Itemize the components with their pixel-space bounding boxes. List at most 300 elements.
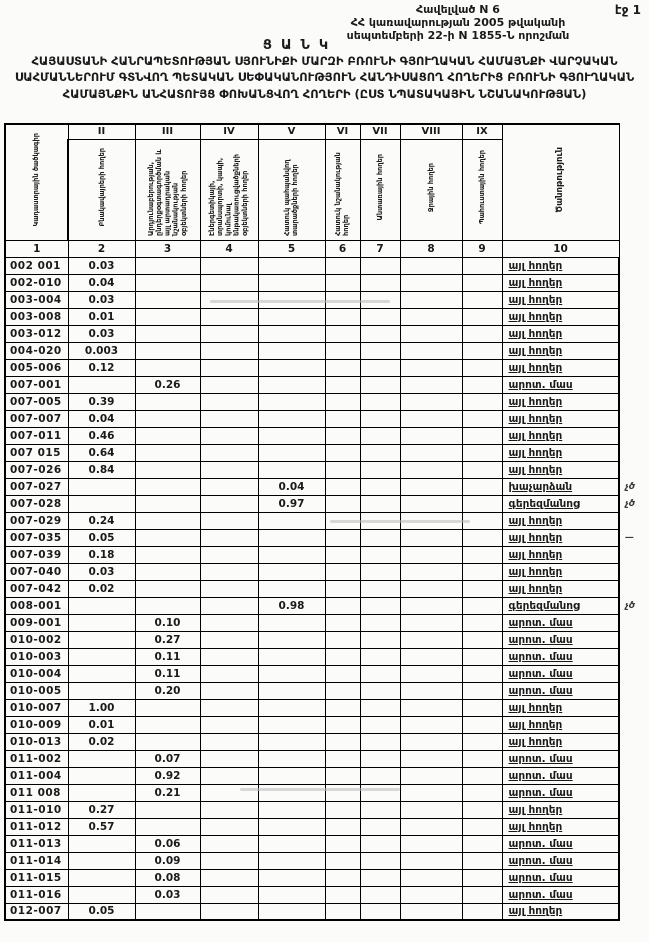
area-value	[462, 699, 502, 716]
area-value	[360, 359, 400, 376]
area-value	[462, 784, 502, 801]
area-value	[68, 835, 135, 852]
area-value	[400, 631, 462, 648]
cadastral-code: 011-015	[5, 869, 68, 886]
designation-note: արոտ. մաս	[502, 784, 619, 801]
cadastral-code: 007-005	[5, 393, 68, 410]
area-value	[135, 325, 200, 342]
designation-note: այլ հողեր	[502, 733, 619, 750]
designation-note: այլ հողեր	[502, 546, 619, 563]
table-row	[5, 648, 649, 665]
area-value: 0.12	[68, 359, 135, 376]
area-value	[325, 461, 360, 478]
land-transfer-table	[4, 123, 649, 921]
area-value	[68, 682, 135, 699]
cadastral-code: 011-012	[5, 818, 68, 835]
area-value	[258, 444, 325, 461]
area-value	[135, 546, 200, 563]
cadastral-code: 007-039	[5, 546, 68, 563]
area-value	[325, 869, 360, 886]
table-row	[5, 869, 649, 886]
header-water-lands-label: Ջրային հողեր	[426, 162, 435, 213]
designation-note: այլ հողեր	[502, 461, 619, 478]
area-value	[68, 784, 135, 801]
area-value	[462, 291, 502, 308]
area-value	[360, 767, 400, 784]
area-value: 0.05	[68, 529, 135, 546]
margin-annotation	[619, 716, 649, 733]
designation-note: այլ հողեր	[502, 325, 619, 342]
area-value	[135, 274, 200, 291]
cadastral-code: 008-001	[5, 597, 68, 614]
designation-note: այլ հողեր	[502, 818, 619, 835]
area-value: 0.05	[68, 903, 135, 920]
table-row	[5, 444, 649, 461]
area-value	[325, 733, 360, 750]
designation-note: այլ հողեր	[502, 444, 619, 461]
table-row	[5, 682, 649, 699]
table-header	[5, 124, 649, 257]
area-value	[68, 869, 135, 886]
area-value	[200, 580, 258, 597]
area-value	[462, 835, 502, 852]
column-number: 7	[360, 240, 400, 257]
area-value	[258, 665, 325, 682]
area-value	[325, 631, 360, 648]
area-value	[462, 818, 502, 835]
area-value	[462, 614, 502, 631]
area-value	[400, 580, 462, 597]
area-value	[200, 308, 258, 325]
designation-note: արոտ. մաս	[502, 886, 619, 903]
area-value	[360, 903, 400, 920]
area-value: 0.03	[68, 325, 135, 342]
area-value: 0.03	[68, 563, 135, 580]
designation-note: արոտ. մաս	[502, 631, 619, 648]
header-water-lands	[400, 139, 462, 240]
area-value	[325, 393, 360, 410]
margin-annotation	[619, 869, 649, 886]
area-value	[360, 478, 400, 495]
area-value	[400, 308, 462, 325]
area-value: 0.26	[135, 376, 200, 393]
area-value: 0.10	[135, 614, 200, 631]
margin-annotation: չծ	[625, 600, 636, 611]
area-value	[360, 257, 400, 274]
area-value: 0.01	[68, 308, 135, 325]
cadastral-code: 002-010	[5, 274, 68, 291]
area-value	[200, 427, 258, 444]
header-note	[502, 124, 619, 240]
area-value	[360, 648, 400, 665]
designation-note: արոտ. մաս	[502, 835, 619, 852]
area-value	[462, 648, 502, 665]
area-value	[400, 699, 462, 716]
table-row	[5, 580, 649, 597]
area-value	[462, 342, 502, 359]
area-value	[258, 410, 325, 427]
area-value	[200, 478, 258, 495]
area-value	[325, 563, 360, 580]
column-number: 1	[5, 240, 68, 257]
area-value	[135, 495, 200, 512]
table-row	[5, 461, 649, 478]
area-value	[258, 359, 325, 376]
table-row	[5, 801, 649, 818]
margin-annotation	[619, 767, 649, 784]
table-row	[5, 359, 649, 376]
area-value	[200, 767, 258, 784]
area-value	[325, 342, 360, 359]
margin-annotation	[619, 580, 649, 597]
area-value	[258, 614, 325, 631]
area-value	[68, 648, 135, 665]
area-value	[462, 427, 502, 444]
designation-note: այլ հողեր	[502, 563, 619, 580]
area-value	[325, 580, 360, 597]
area-value: 0.02	[68, 733, 135, 750]
area-value	[325, 325, 360, 342]
area-value	[135, 257, 200, 274]
roman-numeral-iii: III	[135, 124, 200, 139]
margin-annotation	[619, 274, 649, 291]
area-value	[200, 512, 258, 529]
area-value	[68, 614, 135, 631]
area-value	[135, 716, 200, 733]
area-value	[200, 359, 258, 376]
column-number: 2	[68, 240, 135, 257]
area-value	[360, 869, 400, 886]
cadastral-code: 004-020	[5, 342, 68, 359]
area-value	[258, 427, 325, 444]
area-value	[325, 444, 360, 461]
area-value	[200, 665, 258, 682]
area-value: 0.04	[258, 478, 325, 495]
area-value	[360, 784, 400, 801]
designation-note: արոտ. մաս	[502, 852, 619, 869]
cadastral-code: 011-004	[5, 767, 68, 784]
area-value	[68, 886, 135, 903]
area-value	[258, 733, 325, 750]
area-value	[400, 342, 462, 359]
area-value	[258, 512, 325, 529]
area-value	[400, 563, 462, 580]
header-note-label: Ծանոթություն	[555, 147, 566, 214]
designation-note: արոտ. մաս	[502, 648, 619, 665]
margin-annotation	[619, 376, 649, 393]
margin-annotation	[619, 257, 649, 274]
area-value	[360, 886, 400, 903]
cadastral-code: 011 008	[5, 784, 68, 801]
area-value	[462, 869, 502, 886]
area-value	[258, 886, 325, 903]
header-protected-area-lands-label: Հատուկ պահպանվող տարածքների հողեր	[283, 158, 300, 236]
area-value	[135, 903, 200, 920]
margin-annotation	[619, 682, 649, 699]
roman-numeral-viii: VIII	[400, 124, 462, 139]
margin-annotation	[619, 444, 649, 461]
area-value	[325, 648, 360, 665]
cadastral-code: 003-004	[5, 291, 68, 308]
cadastral-code: 007 015	[5, 444, 68, 461]
area-value	[325, 682, 360, 699]
area-value	[200, 257, 258, 274]
page-number: էջ 1	[614, 3, 641, 17]
area-value: 0.11	[135, 665, 200, 682]
cadastral-code: 003-008	[5, 308, 68, 325]
area-value	[68, 852, 135, 869]
area-value	[200, 393, 258, 410]
header-special-purpose-lands	[325, 139, 360, 240]
margin-annotation: չծ	[625, 481, 636, 492]
margin-annotation	[619, 835, 649, 852]
cadastral-code: 007-042	[5, 580, 68, 597]
table-row	[5, 427, 649, 444]
area-value	[200, 750, 258, 767]
designation-note: այլ հողեր	[502, 512, 619, 529]
table-row	[5, 308, 649, 325]
area-value	[400, 886, 462, 903]
margin-annotation	[619, 512, 649, 529]
area-value	[200, 546, 258, 563]
area-value	[200, 903, 258, 920]
column-number: 9	[462, 240, 502, 257]
header-settlement-lands	[68, 139, 135, 240]
margin-annotation	[619, 750, 649, 767]
area-value	[400, 818, 462, 835]
area-value	[400, 784, 462, 801]
area-value	[462, 852, 502, 869]
scan-artifact	[210, 300, 390, 303]
area-value	[135, 461, 200, 478]
margin-annotation	[619, 699, 649, 716]
cadastral-code: 011-014	[5, 852, 68, 869]
document-subtitle: ՀԱՅԱՍՏԱՆԻ ՀԱՆՐԱՊԵՏՈՒԹՅԱՆ ՍՅՈՒՆԻՔԻ ՄԱՐԶԻ ԲՌՈՒՆԻ ԳՅՈՒՂԱԿԱՆ ՀԱՄԱՅՆՔԻ ՎԱՐՉԱԿԱՆ ՍԱՀՄԱՆՆԵՐՈՒՄ ԳՏՆՎՈՂ ՊԵՏԱԿԱՆ ՍԵՓԱԿԱՆՈՒԹՅՈՒՆ ՀԱՆԴԻՍԱՑՈՂ ՀՈՂԵՐԻՑ ԲՌՈՒՆԻ ԳՅՈՒՂԱԿԱՆ ՀԱՄԱՅՆՔԻՆ ԱՆՀԱՏՈՒՅՑ ՓՈԽԱՆՑՎՈՂ ՀՈՂԵՐԻ (ԸՍՏ ՆՊԱՏԱԿԱՅԻՆ ՆՇԱՆԱԿՈՒԹՅԱՆ)	[14, 54, 635, 101]
table-row	[5, 886, 649, 903]
table-row	[5, 852, 649, 869]
area-value: 1.00	[68, 699, 135, 716]
margin-annotation	[619, 308, 649, 325]
area-value	[360, 801, 400, 818]
table-row	[5, 393, 649, 410]
area-value	[325, 597, 360, 614]
area-value	[400, 325, 462, 342]
area-value: 0.03	[135, 886, 200, 903]
margin-annotation	[619, 903, 649, 920]
header-settlement-lands-label: Բնակավայրերի հողեր	[97, 148, 106, 227]
area-value	[200, 733, 258, 750]
area-value	[135, 427, 200, 444]
area-value: 0.24	[68, 512, 135, 529]
cadastral-code: 010-003	[5, 648, 68, 665]
area-value	[325, 903, 360, 920]
area-value	[400, 648, 462, 665]
area-value	[462, 886, 502, 903]
area-value	[200, 342, 258, 359]
area-value	[325, 835, 360, 852]
cadastral-code: 002 001	[5, 257, 68, 274]
margin-annotation	[619, 325, 649, 342]
area-value	[360, 529, 400, 546]
margin-annotation	[619, 818, 649, 835]
area-value	[400, 869, 462, 886]
area-value	[462, 750, 502, 767]
area-value	[68, 750, 135, 767]
area-value: 0.64	[68, 444, 135, 461]
header-energy-transport-lands	[200, 139, 258, 240]
area-value	[68, 495, 135, 512]
area-value: 0.27	[68, 801, 135, 818]
area-value	[200, 495, 258, 512]
area-value	[400, 852, 462, 869]
appendix-line-1: Հավելված N 6	[416, 3, 500, 16]
area-value	[200, 410, 258, 427]
table-row	[5, 750, 649, 767]
area-value	[135, 444, 200, 461]
area-value	[462, 546, 502, 563]
area-value	[200, 274, 258, 291]
area-value: 0.03	[68, 291, 135, 308]
area-value: 0.02	[68, 580, 135, 597]
table-row	[5, 767, 649, 784]
table-row	[5, 665, 649, 682]
area-value	[360, 733, 400, 750]
table-row	[5, 342, 649, 359]
area-value	[258, 648, 325, 665]
roman-numeral-v: V	[258, 124, 325, 139]
margin-annotation	[619, 733, 649, 750]
area-value	[258, 903, 325, 920]
appendix-line-3: սեպտեմբերի 22-ի N 1855-Ն որոշման	[346, 28, 570, 42]
table-row	[5, 410, 649, 427]
table-row	[5, 699, 649, 716]
cadastral-code: 007-026	[5, 461, 68, 478]
cadastral-code: 010-013	[5, 733, 68, 750]
designation-note: արոտ. մաս	[502, 614, 619, 631]
area-value	[200, 648, 258, 665]
area-value: 0.04	[68, 274, 135, 291]
header-cadastral-code	[5, 124, 68, 240]
cadastral-code: 011-013	[5, 835, 68, 852]
appendix-line-2: ՀՀ կառավարության 2005 թվականի	[350, 15, 566, 29]
cadastral-code: 007-040	[5, 563, 68, 580]
area-value	[462, 376, 502, 393]
area-value	[200, 801, 258, 818]
area-value	[360, 818, 400, 835]
designation-note: արոտ. մաս	[502, 376, 619, 393]
area-value	[200, 529, 258, 546]
area-value	[258, 869, 325, 886]
scan-artifact	[330, 520, 470, 523]
header-reserve-lands	[462, 139, 502, 240]
area-value	[68, 478, 135, 495]
table-row	[5, 376, 649, 393]
area-value	[360, 461, 400, 478]
table-row	[5, 512, 649, 529]
area-value	[325, 376, 360, 393]
margin-annotation	[619, 614, 649, 631]
area-value	[360, 614, 400, 631]
area-value	[135, 597, 200, 614]
area-value	[325, 784, 360, 801]
area-value	[200, 444, 258, 461]
area-value	[325, 274, 360, 291]
header-energy-transport-lands-label: Էներգետիկայի, տրանսպորտի, կապի, կոմունալ ենթակառուցվածքների օբյեկտների հողեր	[208, 153, 250, 236]
area-value	[135, 563, 200, 580]
area-value	[200, 784, 258, 801]
area-value	[400, 665, 462, 682]
area-value	[258, 376, 325, 393]
roman-numeral-ix: IX	[462, 124, 502, 139]
area-value	[400, 750, 462, 767]
area-value	[325, 852, 360, 869]
area-value	[462, 325, 502, 342]
area-value	[325, 478, 360, 495]
table-row	[5, 597, 649, 614]
area-value	[200, 716, 258, 733]
area-value	[325, 767, 360, 784]
area-value	[325, 427, 360, 444]
area-value: 0.07	[135, 750, 200, 767]
table-row	[5, 546, 649, 563]
area-value: 0.97	[258, 495, 325, 512]
area-value	[400, 767, 462, 784]
margin-annotation: —	[625, 532, 634, 543]
designation-note: արոտ. մաս	[502, 869, 619, 886]
area-value	[462, 308, 502, 325]
area-value	[400, 359, 462, 376]
header-cadastral-code-label: Կադաստրային ծածկագիր	[32, 133, 41, 227]
area-value	[135, 393, 200, 410]
area-value: 0.21	[135, 784, 200, 801]
margin-annotation	[619, 393, 649, 410]
area-value	[68, 597, 135, 614]
cadastral-code: 007-029	[5, 512, 68, 529]
area-value	[462, 767, 502, 784]
header-forest-lands-label: Անտառային հողեր	[375, 154, 384, 221]
area-value	[400, 614, 462, 631]
area-value: 0.18	[68, 546, 135, 563]
area-value	[462, 495, 502, 512]
table-row	[5, 903, 649, 920]
designation-note: արոտ. մաս	[502, 665, 619, 682]
area-value	[360, 410, 400, 427]
table-row	[5, 818, 649, 835]
area-value	[462, 274, 502, 291]
area-value	[360, 342, 400, 359]
area-value	[258, 461, 325, 478]
area-value	[325, 495, 360, 512]
column-number: 3	[135, 240, 200, 257]
margin-annotation	[619, 886, 649, 903]
table-row	[5, 631, 649, 648]
cadastral-code: 007-035	[5, 529, 68, 546]
designation-note: այլ հողեր	[502, 903, 619, 920]
area-value	[325, 699, 360, 716]
table-row	[5, 614, 649, 631]
table-row	[5, 274, 649, 291]
area-value	[325, 546, 360, 563]
designation-note: արոտ. մաս	[502, 682, 619, 699]
cadastral-code: 011-010	[5, 801, 68, 818]
cadastral-code: 005-006	[5, 359, 68, 376]
area-value	[200, 699, 258, 716]
area-value	[135, 342, 200, 359]
area-value	[135, 529, 200, 546]
column-number: 6	[325, 240, 360, 257]
table-row	[5, 495, 649, 512]
area-value	[360, 750, 400, 767]
